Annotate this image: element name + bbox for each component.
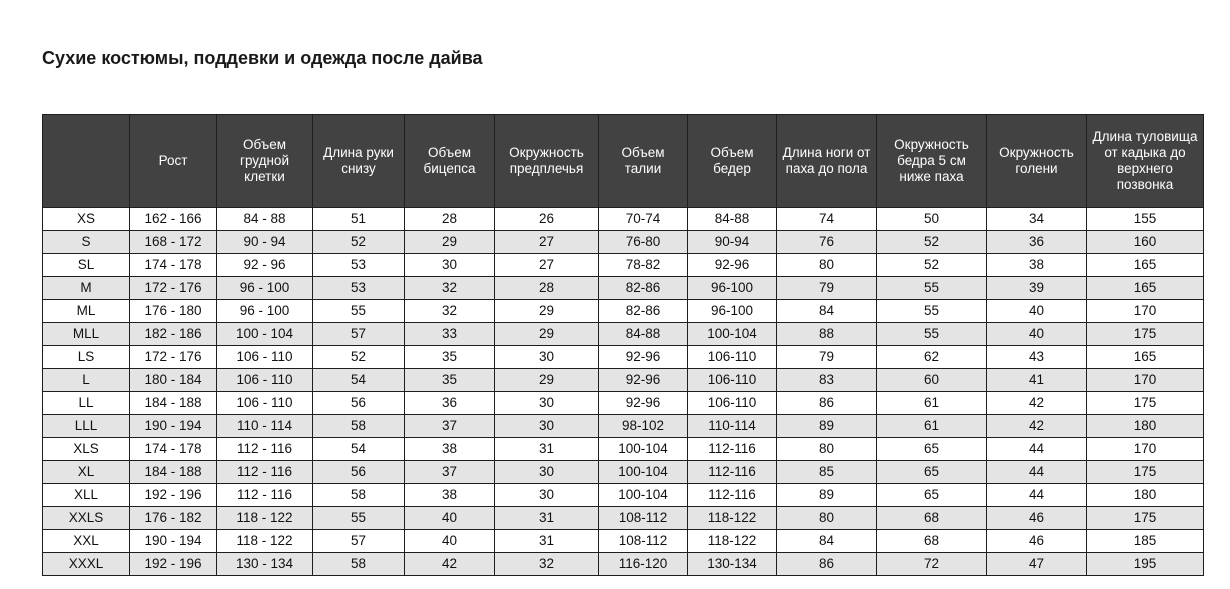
cell-size: LS <box>43 346 130 369</box>
cell-height: 190 - 194 <box>130 530 217 553</box>
cell-calf: 47 <box>987 553 1087 576</box>
cell-waist: 108-112 <box>599 530 688 553</box>
cell-chest: 112 - 116 <box>217 438 313 461</box>
cell-chest: 118 - 122 <box>217 530 313 553</box>
cell-calf: 38 <box>987 254 1087 277</box>
cell-chest: 96 - 100 <box>217 277 313 300</box>
cell-chest: 118 - 122 <box>217 507 313 530</box>
table-row <box>43 530 1204 553</box>
cell-biceps: 37 <box>405 461 495 484</box>
cell-torso: 165 <box>1087 254 1204 277</box>
table-row <box>43 507 1204 530</box>
cell-forearm: 30 <box>495 415 599 438</box>
cell-arm-length: 55 <box>313 300 405 323</box>
header-cell-torso: Длина туловища от кадыка до верхнего позвонка <box>1087 115 1204 208</box>
table-row <box>43 254 1204 277</box>
table-row <box>43 323 1204 346</box>
cell-inseam: 86 <box>777 392 877 415</box>
cell-hips: 118-122 <box>688 507 777 530</box>
cell-inseam: 89 <box>777 415 877 438</box>
cell-forearm: 30 <box>495 484 599 507</box>
cell-hips: 110-114 <box>688 415 777 438</box>
table-row <box>43 553 1204 576</box>
cell-torso: 185 <box>1087 530 1204 553</box>
cell-inseam: 86 <box>777 553 877 576</box>
cell-chest: 112 - 116 <box>217 461 313 484</box>
cell-biceps: 37 <box>405 415 495 438</box>
cell-size: XXXL <box>43 553 130 576</box>
cell-calf: 40 <box>987 323 1087 346</box>
size-table <box>42 114 1204 576</box>
cell-biceps: 35 <box>405 346 495 369</box>
cell-size: MLL <box>43 323 130 346</box>
cell-thigh: 61 <box>877 415 987 438</box>
cell-torso: 175 <box>1087 507 1204 530</box>
header-row <box>43 115 1204 208</box>
cell-chest: 110 - 114 <box>217 415 313 438</box>
header-cell-chest: Объем грудной клетки <box>217 115 313 208</box>
header-cell-height: Рост <box>130 115 217 208</box>
cell-size: L <box>43 369 130 392</box>
cell-thigh: 52 <box>877 254 987 277</box>
cell-forearm: 28 <box>495 277 599 300</box>
cell-height: 180 - 184 <box>130 369 217 392</box>
cell-forearm: 30 <box>495 461 599 484</box>
cell-forearm: 27 <box>495 231 599 254</box>
cell-hips: 96-100 <box>688 277 777 300</box>
cell-calf: 34 <box>987 208 1087 231</box>
cell-waist: 82-86 <box>599 300 688 323</box>
cell-calf: 44 <box>987 484 1087 507</box>
cell-hips: 84-88 <box>688 208 777 231</box>
cell-forearm: 31 <box>495 438 599 461</box>
cell-thigh: 61 <box>877 392 987 415</box>
cell-waist: 70-74 <box>599 208 688 231</box>
cell-calf: 46 <box>987 507 1087 530</box>
header-cell-biceps: Объем бицепса <box>405 115 495 208</box>
cell-calf: 42 <box>987 415 1087 438</box>
cell-forearm: 29 <box>495 300 599 323</box>
cell-chest: 100 - 104 <box>217 323 313 346</box>
cell-forearm: 27 <box>495 254 599 277</box>
cell-size: XXLS <box>43 507 130 530</box>
cell-size: SL <box>43 254 130 277</box>
cell-calf: 36 <box>987 231 1087 254</box>
cell-biceps: 32 <box>405 277 495 300</box>
table-row <box>43 277 1204 300</box>
cell-forearm: 31 <box>495 530 599 553</box>
cell-chest: 84 - 88 <box>217 208 313 231</box>
cell-torso: 165 <box>1087 277 1204 300</box>
cell-thigh: 65 <box>877 461 987 484</box>
table-header <box>43 115 1204 208</box>
header-cell-inseam: Длина ноги от паха до пола <box>777 115 877 208</box>
cell-torso: 160 <box>1087 231 1204 254</box>
cell-hips: 118-122 <box>688 530 777 553</box>
cell-inseam: 80 <box>777 507 877 530</box>
cell-inseam: 80 <box>777 438 877 461</box>
cell-waist: 98-102 <box>599 415 688 438</box>
cell-hips: 112-116 <box>688 438 777 461</box>
cell-waist: 100-104 <box>599 438 688 461</box>
cell-biceps: 32 <box>405 300 495 323</box>
cell-waist: 92-96 <box>599 346 688 369</box>
header-cell-hips: Объем бедер <box>688 115 777 208</box>
cell-height: 182 - 186 <box>130 323 217 346</box>
cell-height: 162 - 166 <box>130 208 217 231</box>
cell-calf: 39 <box>987 277 1087 300</box>
cell-height: 184 - 188 <box>130 461 217 484</box>
cell-chest: 106 - 110 <box>217 392 313 415</box>
cell-height: 176 - 180 <box>130 300 217 323</box>
table-row <box>43 208 1204 231</box>
cell-inseam: 84 <box>777 300 877 323</box>
cell-chest: 130 - 134 <box>217 553 313 576</box>
cell-torso: 180 <box>1087 484 1204 507</box>
cell-size: ML <box>43 300 130 323</box>
cell-inseam: 84 <box>777 530 877 553</box>
cell-waist: 76-80 <box>599 231 688 254</box>
cell-waist: 108-112 <box>599 507 688 530</box>
cell-biceps: 28 <box>405 208 495 231</box>
cell-height: 174 - 178 <box>130 438 217 461</box>
table-row <box>43 392 1204 415</box>
cell-calf: 43 <box>987 346 1087 369</box>
cell-thigh: 65 <box>877 484 987 507</box>
cell-forearm: 30 <box>495 346 599 369</box>
header-cell-arm-length: Длина руки снизу <box>313 115 405 208</box>
cell-inseam: 89 <box>777 484 877 507</box>
cell-hips: 106-110 <box>688 369 777 392</box>
cell-waist: 116-120 <box>599 553 688 576</box>
cell-size: LL <box>43 392 130 415</box>
cell-inseam: 79 <box>777 277 877 300</box>
cell-biceps: 33 <box>405 323 495 346</box>
cell-forearm: 30 <box>495 392 599 415</box>
cell-thigh: 55 <box>877 323 987 346</box>
table-row <box>43 346 1204 369</box>
cell-chest: 90 - 94 <box>217 231 313 254</box>
cell-biceps: 36 <box>405 392 495 415</box>
table-row <box>43 438 1204 461</box>
cell-hips: 112-116 <box>688 461 777 484</box>
cell-torso: 170 <box>1087 438 1204 461</box>
cell-arm-length: 58 <box>313 553 405 576</box>
cell-arm-length: 52 <box>313 231 405 254</box>
table-row <box>43 300 1204 323</box>
cell-height: 176 - 182 <box>130 507 217 530</box>
cell-torso: 175 <box>1087 323 1204 346</box>
cell-biceps: 38 <box>405 484 495 507</box>
cell-torso: 195 <box>1087 553 1204 576</box>
cell-forearm: 29 <box>495 323 599 346</box>
cell-biceps: 35 <box>405 369 495 392</box>
cell-biceps: 40 <box>405 507 495 530</box>
cell-arm-length: 57 <box>313 530 405 553</box>
table-body <box>43 208 1204 576</box>
cell-waist: 78-82 <box>599 254 688 277</box>
cell-inseam: 85 <box>777 461 877 484</box>
cell-forearm: 32 <box>495 553 599 576</box>
cell-calf: 46 <box>987 530 1087 553</box>
cell-arm-length: 58 <box>313 484 405 507</box>
cell-size: XLS <box>43 438 130 461</box>
cell-torso: 175 <box>1087 461 1204 484</box>
table-row <box>43 231 1204 254</box>
cell-biceps: 30 <box>405 254 495 277</box>
cell-arm-length: 54 <box>313 369 405 392</box>
cell-waist: 92-96 <box>599 369 688 392</box>
table-row <box>43 369 1204 392</box>
cell-thigh: 50 <box>877 208 987 231</box>
cell-size: XXL <box>43 530 130 553</box>
cell-thigh: 65 <box>877 438 987 461</box>
cell-arm-length: 53 <box>313 254 405 277</box>
cell-thigh: 55 <box>877 300 987 323</box>
cell-torso: 170 <box>1087 300 1204 323</box>
cell-waist: 92-96 <box>599 392 688 415</box>
cell-height: 172 - 176 <box>130 277 217 300</box>
cell-chest: 106 - 110 <box>217 369 313 392</box>
cell-arm-length: 58 <box>313 415 405 438</box>
cell-inseam: 76 <box>777 231 877 254</box>
header-cell-calf: Окружность голени <box>987 115 1087 208</box>
cell-arm-length: 56 <box>313 461 405 484</box>
cell-arm-length: 55 <box>313 507 405 530</box>
cell-chest: 92 - 96 <box>217 254 313 277</box>
cell-calf: 41 <box>987 369 1087 392</box>
cell-forearm: 31 <box>495 507 599 530</box>
cell-waist: 82-86 <box>599 277 688 300</box>
cell-hips: 96-100 <box>688 300 777 323</box>
cell-waist: 100-104 <box>599 461 688 484</box>
cell-height: 192 - 196 <box>130 484 217 507</box>
header-cell-thigh: Окружность бедра 5 см ниже паха <box>877 115 987 208</box>
cell-torso: 180 <box>1087 415 1204 438</box>
cell-hips: 90-94 <box>688 231 777 254</box>
cell-size: S <box>43 231 130 254</box>
cell-inseam: 88 <box>777 323 877 346</box>
cell-biceps: 38 <box>405 438 495 461</box>
cell-biceps: 40 <box>405 530 495 553</box>
cell-thigh: 55 <box>877 277 987 300</box>
cell-arm-length: 54 <box>313 438 405 461</box>
header-cell-size <box>43 115 130 208</box>
cell-calf: 40 <box>987 300 1087 323</box>
cell-size: XS <box>43 208 130 231</box>
cell-forearm: 26 <box>495 208 599 231</box>
cell-height: 172 - 176 <box>130 346 217 369</box>
cell-size: XLL <box>43 484 130 507</box>
cell-torso: 175 <box>1087 392 1204 415</box>
cell-biceps: 29 <box>405 231 495 254</box>
cell-hips: 106-110 <box>688 346 777 369</box>
cell-arm-length: 53 <box>313 277 405 300</box>
header-cell-waist: Объем талии <box>599 115 688 208</box>
cell-torso: 170 <box>1087 369 1204 392</box>
cell-torso: 155 <box>1087 208 1204 231</box>
cell-waist: 100-104 <box>599 484 688 507</box>
cell-hips: 130-134 <box>688 553 777 576</box>
cell-inseam: 79 <box>777 346 877 369</box>
table-row <box>43 415 1204 438</box>
cell-forearm: 29 <box>495 369 599 392</box>
cell-height: 168 - 172 <box>130 231 217 254</box>
page-title: Сухие костюмы, поддевки и одежда после дайва <box>42 48 483 68</box>
cell-chest: 106 - 110 <box>217 346 313 369</box>
cell-thigh: 68 <box>877 507 987 530</box>
header-cell-forearm: Окружность предплечья <box>495 115 599 208</box>
table-row <box>43 461 1204 484</box>
cell-thigh: 62 <box>877 346 987 369</box>
cell-inseam: 74 <box>777 208 877 231</box>
cell-thigh: 72 <box>877 553 987 576</box>
cell-size: M <box>43 277 130 300</box>
cell-hips: 106-110 <box>688 392 777 415</box>
cell-hips: 92-96 <box>688 254 777 277</box>
cell-thigh: 68 <box>877 530 987 553</box>
cell-thigh: 60 <box>877 369 987 392</box>
cell-calf: 42 <box>987 392 1087 415</box>
cell-calf: 44 <box>987 438 1087 461</box>
cell-inseam: 80 <box>777 254 877 277</box>
table-row <box>43 484 1204 507</box>
cell-torso: 165 <box>1087 346 1204 369</box>
cell-height: 174 - 178 <box>130 254 217 277</box>
cell-waist: 84-88 <box>599 323 688 346</box>
cell-hips: 112-116 <box>688 484 777 507</box>
cell-hips: 100-104 <box>688 323 777 346</box>
cell-size: LLL <box>43 415 130 438</box>
cell-chest: 112 - 116 <box>217 484 313 507</box>
cell-arm-length: 57 <box>313 323 405 346</box>
cell-height: 192 - 196 <box>130 553 217 576</box>
cell-arm-length: 51 <box>313 208 405 231</box>
cell-thigh: 52 <box>877 231 987 254</box>
cell-arm-length: 52 <box>313 346 405 369</box>
cell-chest: 96 - 100 <box>217 300 313 323</box>
cell-size: XL <box>43 461 130 484</box>
cell-inseam: 83 <box>777 369 877 392</box>
cell-height: 190 - 194 <box>130 415 217 438</box>
cell-height: 184 - 188 <box>130 392 217 415</box>
cell-arm-length: 56 <box>313 392 405 415</box>
cell-calf: 44 <box>987 461 1087 484</box>
cell-biceps: 42 <box>405 553 495 576</box>
